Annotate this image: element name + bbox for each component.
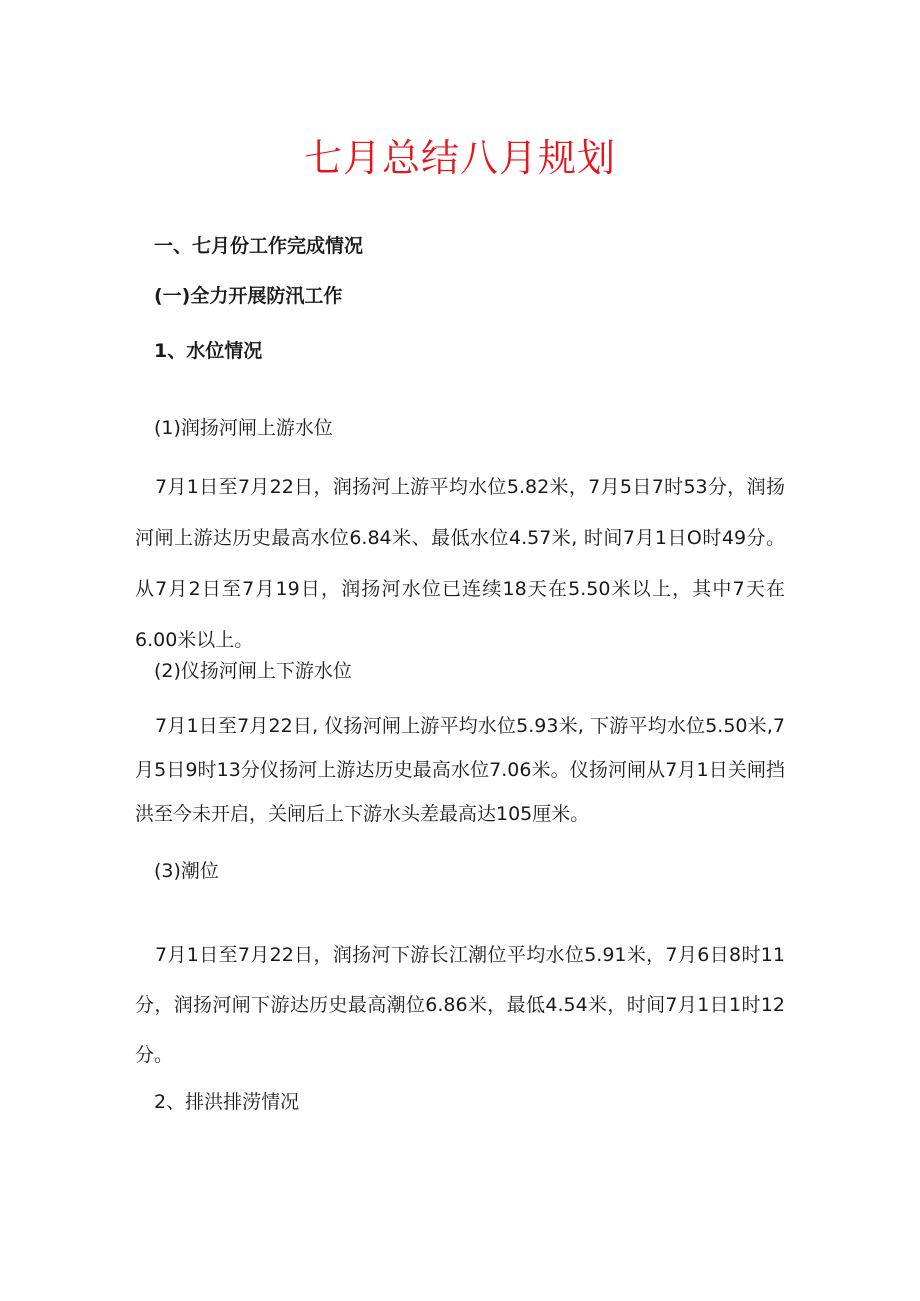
part-heading-tide-level: (3)潮位: [154, 860, 219, 882]
paragraph-tide-level: 7月1日至7月22日，润扬河下游长江潮位平均水位5.91米，7月6日8时11分，润扬河闸下游达历史最高潮位6.86米，最低4.54米，时间7月1日1时12分。: [135, 944, 785, 1066]
subsection-heading: (一)全力开展防汛工作: [154, 285, 343, 307]
section-heading: 一、七月份工作完成情况: [154, 235, 364, 257]
item-heading-water-level: 1、水位情况: [154, 340, 263, 362]
paragraph-runyang-upstream: 7月1日至7月22日，润扬河上游平均水位5.82米，7月5日7时53分，润扬河闸上游达历史最高水位6.84米、最低水位4.57米, 时间7月1日O时49分。从7月2日至7月19日，润扬河水位已连续18天在5.50米以上，其中7天在6.00米以上。: [135, 476, 785, 651]
document-title: 七月总结八月规划: [303, 136, 616, 180]
part-heading-yiyang-levels: (2)仪扬河闸上下游水位: [154, 660, 352, 682]
paragraph-yiyang-levels: 7月1日至7月22日, 仪扬河闸上游平均水位5.93米, 下游平均水位5.50米,7月5日9时13分仪扬河上游达历史最高水位7.06米。仪扬河闸从7月1日关闸挡洪至今未开启，关闸后上下游水头差最高达105厘米。: [135, 715, 785, 825]
part-heading-runyang-upstream: (1)润扬河闸上游水位: [154, 417, 333, 439]
item-heading-flood-drainage: 2、排洪排涝情况: [154, 1091, 300, 1113]
